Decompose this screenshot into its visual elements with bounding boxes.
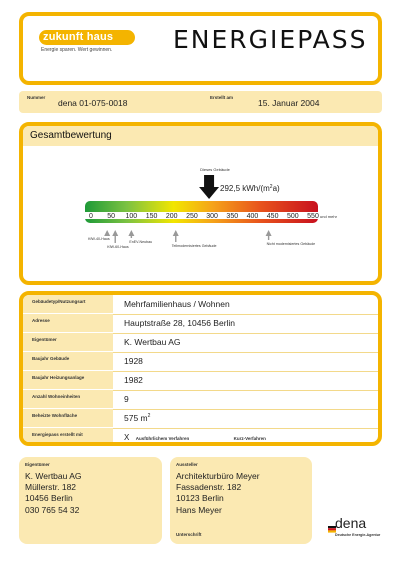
- scale-tick-label: 550: [307, 213, 319, 220]
- owner-address: [25, 471, 82, 516]
- scale-tick-label: 350: [226, 213, 239, 220]
- detail-value: 1982: [124, 375, 143, 385]
- logo-tagline: Energie sparen. Wert gewinnen.: [41, 47, 113, 53]
- detail-row-baujahr-gebaeude: [23, 352, 378, 372]
- issuer-line: Fassadenstr. 182: [176, 482, 242, 493]
- dena-logo: [326, 512, 386, 542]
- scale-tick-label: 500: [286, 213, 299, 220]
- owner-line: 10456 Berlin: [25, 493, 73, 504]
- detail-key: Gebäudetyp/Nutzungsart: [23, 295, 113, 313]
- owner-line: Müllerstr. 182: [25, 482, 77, 493]
- scale-tick-strip: [85, 212, 318, 219]
- issuer-line: Hans Meyer: [176, 504, 222, 515]
- rating-title: Gesamtbewertung: [30, 130, 112, 141]
- dena-subtitle: Deutsche Energie-Agentur: [335, 533, 381, 537]
- issuer-label: Aussteller: [176, 462, 198, 467]
- detail-value: [124, 413, 150, 423]
- detail-row-gebaeudetyp: [23, 295, 378, 315]
- issuer-panel: [170, 457, 312, 544]
- number-label: Nummer: [27, 95, 46, 100]
- area-unit-sup: 2: [147, 413, 151, 420]
- reference-arrow-icon: [173, 230, 179, 236]
- scale-unit-label: und mehr: [320, 214, 337, 219]
- detail-key: Baujahr Gebäude: [23, 352, 113, 370]
- scale-tick-label: 400: [246, 213, 259, 220]
- building-label: Dieses Gebäude: [200, 167, 230, 172]
- detail-row-eigentuemer: [23, 333, 378, 353]
- detail-value: Hauptstraße 28, 10456 Berlin: [124, 318, 236, 328]
- detail-row-verfahren: [23, 428, 378, 446]
- scale-tick-label: 250: [186, 213, 198, 220]
- reference-label: EnEV-Neubau: [129, 240, 153, 244]
- rating-header: [23, 126, 378, 146]
- reference-label: KfW-40-Haus: [88, 237, 110, 241]
- reference-arrow-icon: [266, 230, 272, 236]
- reference-arrow-icon: [104, 230, 110, 236]
- detail-key: Energiepass erstellt mit: [23, 428, 113, 446]
- rating-panel: [19, 122, 382, 285]
- scale-tick-label: 200: [165, 213, 178, 220]
- reference-markers: [88, 230, 315, 249]
- issuer-address: [176, 471, 260, 516]
- header-panel: [19, 12, 382, 85]
- owner-line: 030 765 54 32: [25, 504, 80, 515]
- detail-key: Beheizte Wohnfläche: [23, 409, 113, 427]
- detail-value: 1928: [124, 356, 143, 366]
- issuer-line: 10123 Berlin: [176, 493, 224, 504]
- detail-key: Adresse: [23, 314, 113, 332]
- date-label: Erstellt am: [210, 95, 234, 100]
- detail-key: Baujahr Heizungsanlage: [23, 371, 113, 389]
- detail-row-wohneinheiten: [23, 390, 378, 410]
- detail-row-adresse: [23, 314, 378, 334]
- owner-panel: [19, 457, 162, 544]
- detail-value: 9: [124, 394, 129, 404]
- method-option-short: Kurz-Verfahren: [233, 436, 266, 441]
- scale-tick-label: 0: [89, 213, 93, 220]
- detail-key: Eigentümer: [23, 333, 113, 351]
- owner-line: K. Wertbau AG: [25, 471, 82, 481]
- logo-text: zukunft haus: [43, 31, 114, 43]
- building-arrow-icon: [199, 175, 219, 199]
- scale-tick-label: 300: [206, 213, 218, 220]
- energy-scale: [23, 146, 378, 281]
- signature-label: Unterschrift: [176, 532, 202, 537]
- method-option-detailed: Ausführlichem Verfahren: [135, 436, 190, 441]
- reference-arrow-icon: [112, 230, 118, 236]
- scale-tick-label: 50: [107, 213, 116, 220]
- building-value: 292,5 kWh/$(m^2a)$: [220, 184, 280, 193]
- id-strip: [19, 91, 382, 113]
- scale-tick-label: 450: [266, 213, 279, 220]
- scale-tick-label: 100: [125, 213, 138, 220]
- date-value: 15. Januar 2004: [258, 98, 320, 108]
- detail-value: Mehrfamilienhaus / Wohnen: [124, 299, 230, 309]
- issuer-line: Architekturbüro Meyer: [176, 471, 260, 481]
- reference-label: Teilmodernisiertes Gebäude: [171, 244, 217, 248]
- owner-label: Eigentümer: [25, 462, 50, 467]
- reference-arrow-icon: [128, 230, 134, 236]
- reference-label: KfW-60-Haus: [107, 245, 129, 249]
- dena-name: dena: [335, 515, 367, 531]
- scale-tick-label: 150: [145, 213, 158, 220]
- reference-label: Nicht modernisiertes Gebäude: [266, 242, 316, 246]
- number-value: dena 01-075-0018: [58, 98, 128, 108]
- detail-row-baujahr-heizung: [23, 371, 378, 391]
- detail-row-wohnflaeche: [23, 409, 378, 429]
- page-title: ENERGIEPASS: [173, 25, 368, 54]
- method-selection: [124, 432, 266, 442]
- details-panel: [19, 291, 382, 446]
- method-check-mark: X: [124, 433, 130, 442]
- detail-key: Anzahl Wohneinheiten: [23, 390, 113, 408]
- detail-value: K. Wertbau AG: [124, 337, 181, 347]
- area-value: 575 m: [124, 413, 148, 423]
